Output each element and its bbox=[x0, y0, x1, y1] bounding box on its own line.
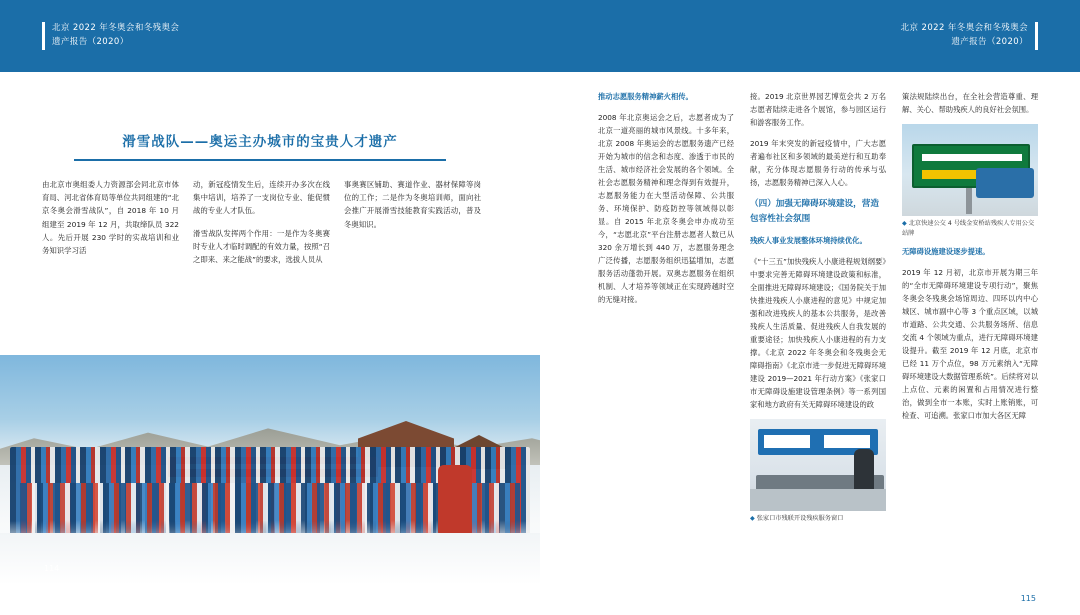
paragraph: 2019 年 12 月初，北京市开展为期三年的“全市无障碍环境建设专项行动”，聚焦冬奥会冬残奥会场馆周边、四环以内中心城区、城市副中心等 3 个重点区域，以城市道路、公共交通、公共服务场所、信息交流 4 个领域为重点，进行无障碍环境建设提升。截至 2019 年 12 月底，北京市已经 11 万个点位，98 万元素纳入“无障碍环境建设大数据管理系统”。后续将对以上点位、元素的闲置和占用情况进行整治，做到全市一本账，实时上账销账，可检查、可追溯。张家口市加大各区无障 bbox=[902, 268, 1038, 420]
run-in-heading: 残疾人事业发展整体环境持续优化。 bbox=[750, 236, 867, 245]
header-rule bbox=[1035, 22, 1038, 50]
caption-text: 张家口市残联开设残疾服务窗口 bbox=[756, 515, 844, 522]
right-page bbox=[540, 0, 1080, 615]
left-page-number: 114 bbox=[44, 564, 60, 573]
paragraph bbox=[750, 234, 886, 247]
right-page-columns bbox=[598, 90, 1038, 530]
left-column-2 bbox=[193, 178, 330, 275]
caption-text: 北京快速公交 4 号线金安桥站残疾人专用公交站牌 bbox=[902, 220, 1035, 237]
paragraph: 2019 年末突发的新冠疫情中，广大志愿者遍布社区和多领域的最美逆行和互助奉献，充分体现志愿服务行动的传承与弘扬，志愿服务精神已深入人心。 bbox=[750, 139, 886, 187]
right-column-2 bbox=[750, 90, 886, 530]
figure-image bbox=[902, 124, 1038, 216]
figure-image bbox=[750, 419, 886, 511]
run-in-heading: 推动志愿服务精神薪火相传。 bbox=[598, 92, 693, 101]
right-column-1 bbox=[598, 90, 734, 530]
right-page-header bbox=[540, 0, 1080, 72]
title-underline bbox=[74, 159, 446, 161]
figure-bus-stop-sign bbox=[902, 124, 1038, 239]
sign-line-1 bbox=[922, 154, 1022, 161]
right-column-3 bbox=[902, 90, 1038, 530]
figure-caption bbox=[750, 514, 886, 524]
figure-service-window bbox=[750, 419, 886, 524]
paragraph: 《“十三五”加快残疾人小康进程规划纲要》中要求完善无障碍环境建设政策和标准，全面推进无障碍环境建设；《国务院关于加快推进残疾人小康进程的意见》中规定加强和改进残疾人的基本公共服务，是改善残疾人生活质量、促进残疾人自我发展的重要途径；加快残疾人小康进程的有力支撑。《北京 2022 年冬奥会和冬残奥会无障碍指南》《北京市进一步促进无障碍环境建设 2019—2021 年行动方案》《张家口市无障碍设施建设管理条例》等一系列国家和地方政府有关无障碍环境建设的政 bbox=[750, 257, 886, 409]
left-column-3 bbox=[344, 178, 481, 275]
paragraph: 动，新冠疫情发生后，连续开办多次在线集中培训，培养了一支岗位专业、能促惯战的专业人才队伍。 bbox=[193, 180, 330, 216]
ski-team-group-photo bbox=[0, 355, 540, 585]
header-rule bbox=[42, 22, 45, 50]
caption-bullet-icon: ◆ bbox=[902, 220, 909, 227]
coach-figure bbox=[438, 465, 472, 535]
left-page-columns bbox=[42, 178, 482, 275]
paragraph: 接。2019 北京世界园艺博览会共 2 万名志愿者陆续走进各个展馆，参与园区运行和游客服务工作。 bbox=[750, 92, 886, 127]
right-header-text bbox=[901, 21, 1028, 49]
caption-bullet-icon: ◆ bbox=[750, 515, 757, 522]
snow-foreground bbox=[0, 533, 540, 585]
right-header-line-1: 北京 2022 年冬奥会和冬残奥会 bbox=[900, 23, 1028, 33]
paragraph: 滑雪战队发挥两个作用：一是作为冬奥赛时专业人才临时调配的有效力量，按照“召之即来、来之能战”的要求，选拔人员从 bbox=[193, 228, 330, 265]
sign-window-1 bbox=[764, 435, 810, 448]
service-hall-art bbox=[750, 419, 886, 511]
paragraph: 策法规陆续出台，在全社会营造尊重、理解、关心、帮助残疾人的良好社会氛围。 bbox=[902, 92, 1038, 114]
paragraph: 事奥赛区铺助、赛道作业、器材保障等岗位的工作；二是作为冬奥培训师，面向社会推广开展滑雪技能教育实践活动，普及冬奥知识。 bbox=[344, 180, 481, 229]
run-in-heading: 无障碍设施建设逐步提速。 bbox=[902, 247, 990, 256]
subsection-heading: （四）加强无障碍环境建设，营造包容性社会氛围 bbox=[750, 199, 879, 224]
right-header-line-2: 遗产报告（2020） bbox=[951, 37, 1028, 47]
sign-window-2 bbox=[824, 435, 870, 448]
ski-photo-art bbox=[0, 355, 540, 585]
figure-caption bbox=[902, 219, 1038, 239]
paragraph: 由北京市奥组委人力资源部会同北京市体育局、河北省体育局等单位共同组建的“北京冬奥会滑雪战队”，自 2018 年 10 月组建至 2019 年 12 月，共取缔队员 322 人。先后开展 230 学时的实战培训和业务知识学习活 bbox=[42, 180, 179, 256]
left-header-line-1: 北京 2022 年冬奥会和冬残奥会 bbox=[52, 23, 180, 33]
right-page-number: 115 bbox=[1020, 594, 1036, 603]
section-title: 滑雪战队——奥运主办城市的宝贵人才遗产 bbox=[122, 134, 398, 150]
left-page-header bbox=[0, 0, 540, 72]
paragraph bbox=[902, 245, 1038, 258]
left-header-text bbox=[52, 21, 179, 49]
left-column-1 bbox=[42, 178, 179, 275]
bus-shape bbox=[976, 168, 1034, 198]
bus-stop-art bbox=[902, 124, 1038, 216]
paragraph: 2008 年北京奥运会之后，志愿者成为了北京一道亮丽的城市风景线。十多年来，北京 2008 年奥运会的志愿服务遗产已经开始为城市的信念和态度、渗透于市民的生活、城市经济社会发展的各个领域。全社会志愿服务精神和理念得到有效提升，志愿服务能力在大型活动保障、公共服务、环境保护、防疫防控等领域得以彰显。自 2015 年北京冬奥会申办成功至今，“志愿北京”平台注册志愿者人数已从 320 余万增长到 440 万，志愿服务理念广泛传播，志愿服务组织迅猛增加，志愿服务活动蓬勃开展。双奥志愿服务在组织机制、人才培养等领域正在实现跨越时空的无缝对接。 bbox=[598, 113, 734, 304]
hall-floor bbox=[750, 489, 886, 511]
left-header-line-2: 遗产报告（2020） bbox=[52, 37, 129, 47]
paragraph bbox=[598, 90, 734, 103]
section-title-block bbox=[40, 130, 480, 161]
sign-pole bbox=[966, 188, 972, 214]
